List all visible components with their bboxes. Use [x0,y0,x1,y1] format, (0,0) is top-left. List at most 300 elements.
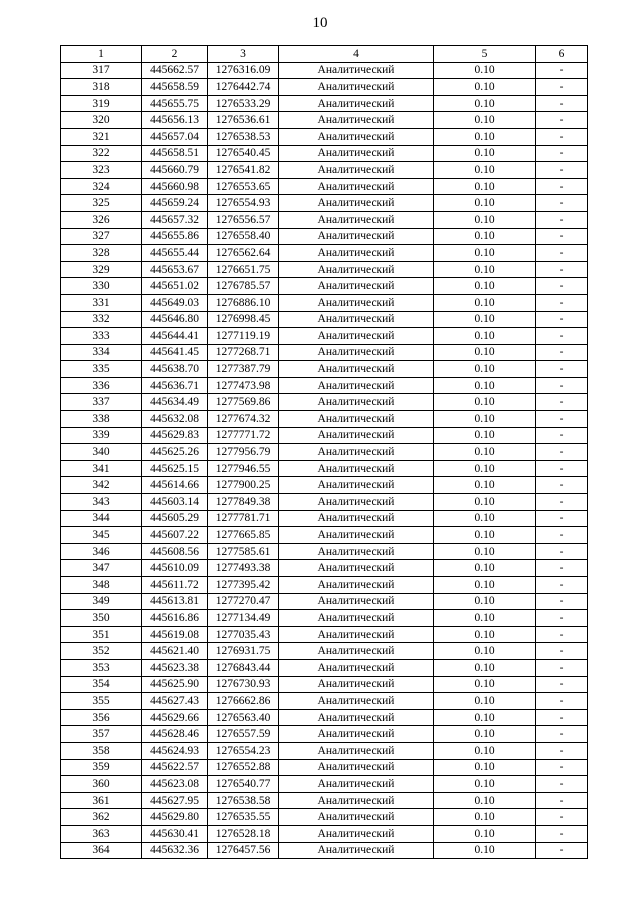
x-coordinate-cell: 445646.80 [142,311,208,328]
note-cell: - [536,95,588,112]
note-cell: - [536,610,588,627]
accuracy-cell: 0.10 [434,294,536,311]
point-number-cell: 333 [61,328,142,345]
column-header: 5 [434,46,536,63]
point-number-cell: 335 [61,361,142,378]
accuracy-cell: 0.10 [434,643,536,660]
note-cell: - [536,228,588,245]
y-coordinate-cell: 1277674.32 [208,411,279,428]
point-number-cell: 346 [61,543,142,560]
y-coordinate-cell: 1277473.98 [208,377,279,394]
x-coordinate-cell: 445644.41 [142,328,208,345]
table-row [61,427,588,444]
y-coordinate-cell: 1276528.18 [208,825,279,842]
x-coordinate-cell: 445658.51 [142,145,208,162]
table-row [61,411,588,428]
point-number-cell: 318 [61,79,142,96]
accuracy-cell: 0.10 [434,759,536,776]
accuracy-cell: 0.10 [434,776,536,793]
method-cell: Аналитический [279,726,434,743]
point-number-cell: 357 [61,726,142,743]
method-cell: Аналитический [279,211,434,228]
point-number-cell: 356 [61,709,142,726]
table-body [61,62,588,859]
method-cell: Аналитический [279,311,434,328]
x-coordinate-cell: 445603.14 [142,494,208,511]
y-coordinate-cell: 1277395.42 [208,577,279,594]
x-coordinate-cell: 445660.79 [142,162,208,179]
y-coordinate-cell: 1276538.58 [208,792,279,809]
method-cell: Аналитический [279,245,434,262]
x-coordinate-cell: 445649.03 [142,294,208,311]
y-coordinate-cell: 1276651.75 [208,261,279,278]
x-coordinate-cell: 445616.86 [142,610,208,627]
accuracy-cell: 0.10 [434,742,536,759]
table-row [61,361,588,378]
y-coordinate-cell: 1277119.19 [208,328,279,345]
note-cell: - [536,377,588,394]
y-coordinate-cell: 1276533.29 [208,95,279,112]
method-cell: Аналитический [279,112,434,129]
point-number-cell: 350 [61,610,142,627]
point-number-cell: 339 [61,427,142,444]
note-cell: - [536,626,588,643]
note-cell: - [536,792,588,809]
table-row [61,577,588,594]
x-coordinate-cell: 445653.67 [142,261,208,278]
table-row [61,95,588,112]
x-coordinate-cell: 445614.66 [142,477,208,494]
table-row [61,278,588,295]
x-coordinate-cell: 445623.38 [142,659,208,676]
table-row [61,742,588,759]
y-coordinate-cell: 1276557.59 [208,726,279,743]
note-cell: - [536,427,588,444]
accuracy-cell: 0.10 [434,394,536,411]
column-header: 1 [61,46,142,63]
x-coordinate-cell: 445623.08 [142,776,208,793]
note-cell: - [536,211,588,228]
method-cell: Аналитический [279,693,434,710]
y-coordinate-cell: 1276540.77 [208,776,279,793]
accuracy-cell: 0.10 [434,95,536,112]
x-coordinate-cell: 445632.36 [142,842,208,859]
table-row [61,809,588,826]
column-header: 6 [536,46,588,63]
y-coordinate-cell: 1276553.65 [208,178,279,195]
column-header: 4 [279,46,434,63]
note-cell: - [536,460,588,477]
method-cell: Аналитический [279,510,434,527]
accuracy-cell: 0.10 [434,444,536,461]
x-coordinate-cell: 445655.44 [142,245,208,262]
note-cell: - [536,62,588,79]
point-number-cell: 347 [61,560,142,577]
method-cell: Аналитический [279,792,434,809]
table-row [61,311,588,328]
table-row [61,145,588,162]
method-cell: Аналитический [279,543,434,560]
method-cell: Аналитический [279,344,434,361]
accuracy-cell: 0.10 [434,560,536,577]
point-number-cell: 326 [61,211,142,228]
point-number-cell: 349 [61,593,142,610]
y-coordinate-cell: 1276552.88 [208,759,279,776]
x-coordinate-cell: 445660.98 [142,178,208,195]
y-coordinate-cell: 1276538.53 [208,128,279,145]
x-coordinate-cell: 445634.49 [142,394,208,411]
method-cell: Аналитический [279,195,434,212]
accuracy-cell: 0.10 [434,610,536,627]
note-cell: - [536,676,588,693]
note-cell: - [536,128,588,145]
method-cell: Аналитический [279,278,434,295]
y-coordinate-cell: 1277956.79 [208,444,279,461]
note-cell: - [536,693,588,710]
x-coordinate-cell: 445658.59 [142,79,208,96]
note-cell: - [536,477,588,494]
x-coordinate-cell: 445659.24 [142,195,208,212]
note-cell: - [536,178,588,195]
x-coordinate-cell: 445656.13 [142,112,208,129]
point-number-cell: 344 [61,510,142,527]
method-cell: Аналитический [279,809,434,826]
table-row [61,626,588,643]
point-number-cell: 328 [61,245,142,262]
note-cell: - [536,726,588,743]
method-cell: Аналитический [279,676,434,693]
point-number-cell: 334 [61,344,142,361]
point-number-cell: 317 [61,62,142,79]
method-cell: Аналитический [279,79,434,96]
x-coordinate-cell: 445605.29 [142,510,208,527]
table-row [61,477,588,494]
y-coordinate-cell: 1277387.79 [208,361,279,378]
accuracy-cell: 0.10 [434,577,536,594]
table-row [61,79,588,96]
y-coordinate-cell: 1277270.47 [208,593,279,610]
y-coordinate-cell: 1276540.45 [208,145,279,162]
accuracy-cell: 0.10 [434,211,536,228]
point-number-cell: 364 [61,842,142,859]
accuracy-cell: 0.10 [434,825,536,842]
method-cell: Аналитический [279,842,434,859]
x-coordinate-cell: 445632.08 [142,411,208,428]
accuracy-cell: 0.10 [434,278,536,295]
note-cell: - [536,742,588,759]
y-coordinate-cell: 1276558.40 [208,228,279,245]
table-row [61,261,588,278]
table-row [61,228,588,245]
method-cell: Аналитический [279,427,434,444]
note-cell: - [536,577,588,594]
y-coordinate-cell: 1276562.64 [208,245,279,262]
table-row [61,659,588,676]
method-cell: Аналитический [279,659,434,676]
table-row [61,676,588,693]
note-cell: - [536,112,588,129]
y-coordinate-cell: 1276536.61 [208,112,279,129]
y-coordinate-cell: 1277493.38 [208,560,279,577]
column-header: 3 [208,46,279,63]
table-row [61,792,588,809]
point-number-cell: 320 [61,112,142,129]
table-row [61,643,588,660]
y-coordinate-cell: 1276843.44 [208,659,279,676]
note-cell: - [536,245,588,262]
table-row [61,245,588,262]
table-row [61,162,588,179]
table-row [61,825,588,842]
method-cell: Аналитический [279,593,434,610]
accuracy-cell: 0.10 [434,361,536,378]
note-cell: - [536,278,588,295]
accuracy-cell: 0.10 [434,112,536,129]
accuracy-cell: 0.10 [434,245,536,262]
table-row [61,709,588,726]
table-row [61,610,588,627]
point-number-cell: 323 [61,162,142,179]
point-number-cell: 319 [61,95,142,112]
point-number-cell: 343 [61,494,142,511]
y-coordinate-cell: 1276442.74 [208,79,279,96]
method-cell: Аналитический [279,494,434,511]
table-row [61,128,588,145]
point-number-cell: 362 [61,809,142,826]
y-coordinate-cell: 1276662.86 [208,693,279,710]
point-number-cell: 324 [61,178,142,195]
method-cell: Аналитический [279,145,434,162]
y-coordinate-cell: 1277900.25 [208,477,279,494]
note-cell: - [536,344,588,361]
point-number-cell: 331 [61,294,142,311]
note-cell: - [536,79,588,96]
table-row [61,776,588,793]
point-number-cell: 341 [61,460,142,477]
table-row [61,560,588,577]
method-cell: Аналитический [279,377,434,394]
y-coordinate-cell: 1277849.38 [208,494,279,511]
y-coordinate-cell: 1276535.55 [208,809,279,826]
method-cell: Аналитический [279,95,434,112]
accuracy-cell: 0.10 [434,79,536,96]
accuracy-cell: 0.10 [434,709,536,726]
method-cell: Аналитический [279,394,434,411]
method-cell: Аналитический [279,178,434,195]
note-cell: - [536,411,588,428]
y-coordinate-cell: 1277585.61 [208,543,279,560]
table-row [61,178,588,195]
note-cell: - [536,527,588,544]
method-cell: Аналитический [279,128,434,145]
method-cell: Аналитический [279,62,434,79]
point-number-cell: 360 [61,776,142,793]
method-cell: Аналитический [279,162,434,179]
method-cell: Аналитический [279,825,434,842]
point-number-cell: 358 [61,742,142,759]
table-row [61,842,588,859]
point-number-cell: 336 [61,377,142,394]
x-coordinate-cell: 445611.72 [142,577,208,594]
accuracy-cell: 0.10 [434,411,536,428]
accuracy-cell: 0.10 [434,377,536,394]
point-number-cell: 337 [61,394,142,411]
method-cell: Аналитический [279,328,434,345]
note-cell: - [536,560,588,577]
method-cell: Аналитический [279,261,434,278]
method-cell: Аналитический [279,477,434,494]
point-number-cell: 354 [61,676,142,693]
y-coordinate-cell: 1276556.57 [208,211,279,228]
note-cell: - [536,261,588,278]
y-coordinate-cell: 1277569.86 [208,394,279,411]
note-cell: - [536,776,588,793]
table-header-row [61,46,588,63]
method-cell: Аналитический [279,361,434,378]
table-row [61,377,588,394]
accuracy-cell: 0.10 [434,676,536,693]
y-coordinate-cell: 1276730.93 [208,676,279,693]
coordinates-table [60,45,588,859]
note-cell: - [536,709,588,726]
note-cell: - [536,361,588,378]
x-coordinate-cell: 445607.22 [142,527,208,544]
x-coordinate-cell: 445662.57 [142,62,208,79]
x-coordinate-cell: 445630.41 [142,825,208,842]
accuracy-cell: 0.10 [434,693,536,710]
note-cell: - [536,809,588,826]
accuracy-cell: 0.10 [434,427,536,444]
accuracy-cell: 0.10 [434,195,536,212]
accuracy-cell: 0.10 [434,460,536,477]
accuracy-cell: 0.10 [434,543,536,560]
point-number-cell: 321 [61,128,142,145]
method-cell: Аналитический [279,294,434,311]
note-cell: - [536,759,588,776]
method-cell: Аналитический [279,527,434,544]
y-coordinate-cell: 1276541.82 [208,162,279,179]
y-coordinate-cell: 1276998.45 [208,311,279,328]
note-cell: - [536,659,588,676]
method-cell: Аналитический [279,577,434,594]
page-number: 10 [312,15,328,31]
table-row [61,593,588,610]
note-cell: - [536,311,588,328]
point-number-cell: 348 [61,577,142,594]
point-number-cell: 355 [61,693,142,710]
method-cell: Аналитический [279,709,434,726]
accuracy-cell: 0.10 [434,510,536,527]
x-coordinate-cell: 445628.46 [142,726,208,743]
y-coordinate-cell: 1277781.71 [208,510,279,527]
x-coordinate-cell: 445636.71 [142,377,208,394]
y-coordinate-cell: 1276554.23 [208,742,279,759]
method-cell: Аналитический [279,460,434,477]
note-cell: - [536,510,588,527]
note-cell: - [536,842,588,859]
accuracy-cell: 0.10 [434,792,536,809]
point-number-cell: 330 [61,278,142,295]
point-number-cell: 352 [61,643,142,660]
y-coordinate-cell: 1276931.75 [208,643,279,660]
point-number-cell: 322 [61,145,142,162]
y-coordinate-cell: 1277946.55 [208,460,279,477]
y-coordinate-cell: 1277771.72 [208,427,279,444]
note-cell: - [536,328,588,345]
x-coordinate-cell: 445622.57 [142,759,208,776]
method-cell: Аналитический [279,759,434,776]
accuracy-cell: 0.10 [434,228,536,245]
point-number-cell: 351 [61,626,142,643]
accuracy-cell: 0.10 [434,261,536,278]
y-coordinate-cell: 1276316.09 [208,62,279,79]
table-row [61,527,588,544]
y-coordinate-cell: 1276785.57 [208,278,279,295]
x-coordinate-cell: 445608.56 [142,543,208,560]
table-row [61,510,588,527]
y-coordinate-cell: 1276563.40 [208,709,279,726]
x-coordinate-cell: 445655.86 [142,228,208,245]
x-coordinate-cell: 445627.43 [142,693,208,710]
method-cell: Аналитический [279,444,434,461]
table-row [61,211,588,228]
accuracy-cell: 0.10 [434,477,536,494]
x-coordinate-cell: 445625.15 [142,460,208,477]
x-coordinate-cell: 445625.26 [142,444,208,461]
table-row [61,494,588,511]
point-number-cell: 338 [61,411,142,428]
x-coordinate-cell: 445657.32 [142,211,208,228]
accuracy-cell: 0.10 [434,494,536,511]
point-number-cell: 342 [61,477,142,494]
x-coordinate-cell: 445613.81 [142,593,208,610]
point-number-cell: 329 [61,261,142,278]
y-coordinate-cell: 1276457.56 [208,842,279,859]
accuracy-cell: 0.10 [434,726,536,743]
x-coordinate-cell: 445655.75 [142,95,208,112]
note-cell: - [536,643,588,660]
point-number-cell: 353 [61,659,142,676]
x-coordinate-cell: 445641.45 [142,344,208,361]
x-coordinate-cell: 445629.66 [142,709,208,726]
note-cell: - [536,162,588,179]
accuracy-cell: 0.10 [434,128,536,145]
point-number-cell: 325 [61,195,142,212]
method-cell: Аналитический [279,610,434,627]
method-cell: Аналитический [279,626,434,643]
point-number-cell: 363 [61,825,142,842]
table-row [61,460,588,477]
table-row [61,543,588,560]
x-coordinate-cell: 445627.95 [142,792,208,809]
accuracy-cell: 0.10 [434,344,536,361]
x-coordinate-cell: 445629.83 [142,427,208,444]
x-coordinate-cell: 445621.40 [142,643,208,660]
accuracy-cell: 0.10 [434,659,536,676]
accuracy-cell: 0.10 [434,145,536,162]
method-cell: Аналитический [279,411,434,428]
table-row [61,444,588,461]
note-cell: - [536,825,588,842]
accuracy-cell: 0.10 [434,328,536,345]
x-coordinate-cell: 445619.08 [142,626,208,643]
y-coordinate-cell: 1276886.10 [208,294,279,311]
note-cell: - [536,593,588,610]
x-coordinate-cell: 445638.70 [142,361,208,378]
accuracy-cell: 0.10 [434,842,536,859]
table-row [61,195,588,212]
accuracy-cell: 0.10 [434,527,536,544]
